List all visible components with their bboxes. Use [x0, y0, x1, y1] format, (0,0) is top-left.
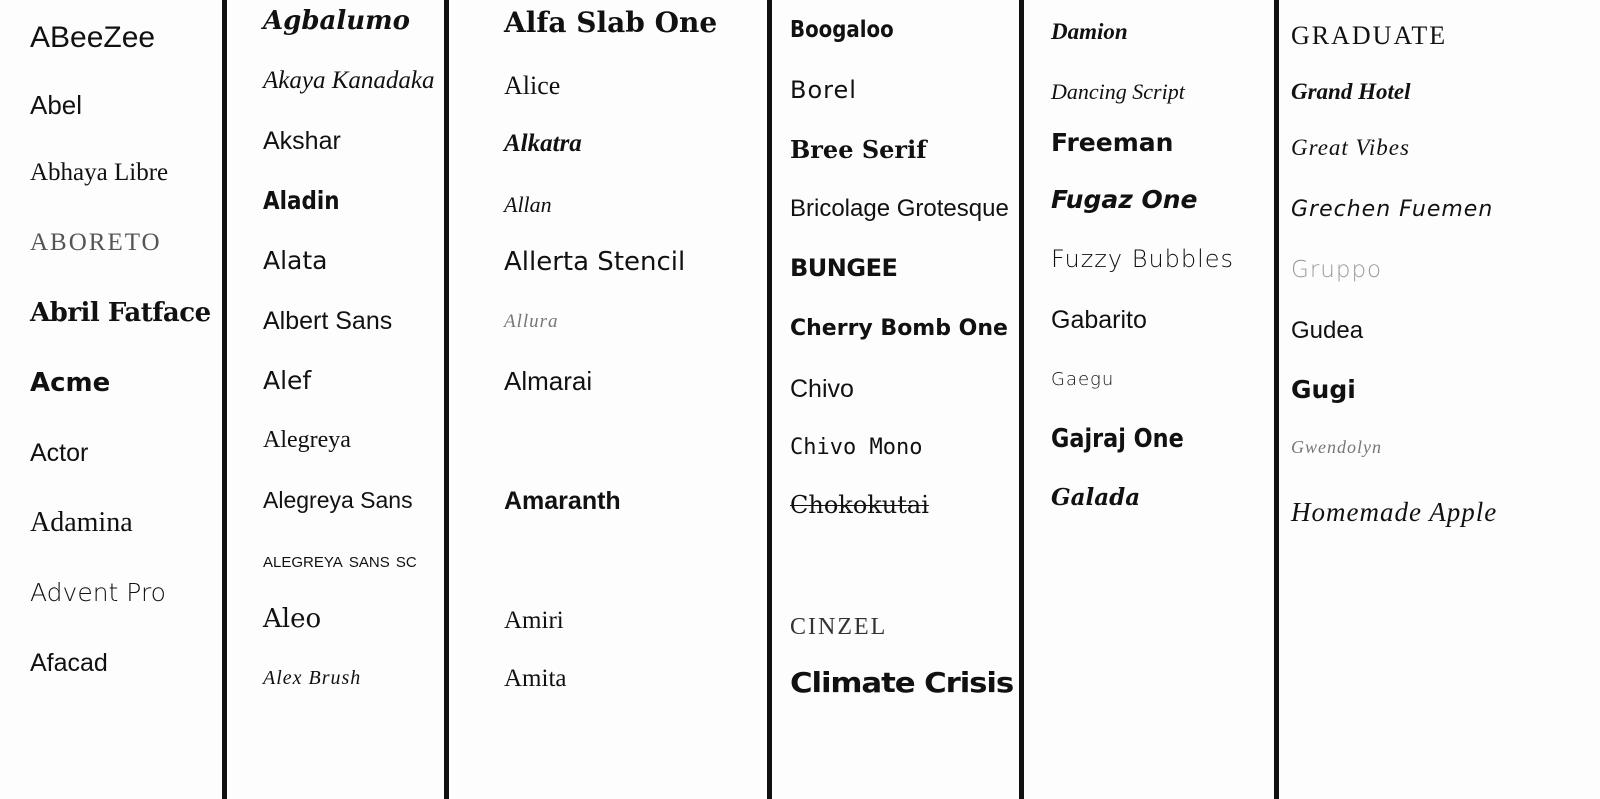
font-sample-amiri: Amiri [504, 607, 564, 634]
font-sample-advent-pro: Advent Pro [30, 578, 166, 607]
font-sample-gwendolyn: Gwendolyn [1291, 437, 1382, 457]
font-sample-abeezee: ABeeZee [30, 21, 156, 54]
font-sample-akshar: Akshar [263, 127, 341, 155]
font-sample-aladin: Aladin [263, 186, 340, 215]
font-sample-abril-fatface: Abril Fatface [30, 298, 211, 328]
font-sample-great-vibes: Great Vibes [1291, 135, 1410, 160]
font-sample-afacad: Afacad [30, 649, 108, 677]
font-sample-grechen-fuemen: Grechen Fuemen [1291, 197, 1494, 222]
font-sample-galada: Galada [1051, 484, 1141, 511]
font-sample-freeman: Freeman [1051, 128, 1174, 157]
font-sample-alef: Alef [263, 366, 312, 395]
font-sample-fugaz-one: Fugaz One [1051, 185, 1198, 214]
font-column-1 [0, 0, 222, 799]
font-sample-cherry-bomb-one: Cherry Bomb One [790, 316, 1008, 341]
font-sample-alegreya-sans-sc: alegreya sans sc [263, 547, 417, 572]
font-column-4 [767, 0, 1019, 799]
font-sample-boogaloo: Boogaloo [790, 17, 894, 43]
font-sample-gaegu: Gaegu [1051, 369, 1115, 390]
font-sample-cinzel: CINZEL [790, 614, 888, 640]
font-sample-gudea: Gudea [1291, 317, 1364, 344]
font-sample-chivo: Chivo [790, 375, 854, 403]
font-sample-bricolage-grotesque: Bricolage Grotesque [790, 195, 1009, 222]
font-sample-bungee: BUNGEE [790, 254, 898, 282]
font-sample-allura: Allura [504, 311, 559, 332]
font-sample-aleo: Aleo [263, 604, 322, 634]
font-sample-gruppo: Gruppo [1291, 257, 1383, 283]
font-sample-grand-hotel: Grand Hotel [1291, 79, 1411, 104]
font-sample-allan: Allan [504, 192, 552, 217]
font-sample-graduate: GRADUATE [1291, 21, 1448, 50]
font-column-6 [1274, 0, 1600, 799]
font-sample-acme: Acme [30, 368, 111, 398]
font-sample-alice: Alice [504, 71, 561, 100]
font-column-5 [1019, 0, 1274, 799]
font-sample-akaya-kanadaka: Akaya Kanadaka [263, 67, 435, 94]
font-sample-alex-brush: Alex Brush [263, 667, 362, 689]
font-sample-dancing-script: Dancing Script [1051, 79, 1185, 104]
font-column-2 [222, 0, 444, 799]
font-sample-gajraj-one: Gajraj One [1051, 424, 1184, 454]
font-sample-fuzzy-bubbles: Fuzzy Bubbles [1051, 245, 1235, 273]
font-sample-amita: Amita [504, 665, 567, 692]
font-sample-abhaya-libre: Abhaya Libre [30, 159, 169, 186]
font-sample-homemade-apple: Homemade Apple [1291, 497, 1498, 527]
font-sample-gugi: Gugi [1291, 375, 1356, 404]
font-sample-allerta-stencil: Allerta Stencil [504, 247, 686, 277]
font-sample-alfa-slab-one: Alfa Slab One [504, 6, 718, 39]
font-sample-climate-crisis: Climate Crisis [790, 666, 1014, 699]
font-sample-damion: Damion [1051, 19, 1128, 44]
font-sample-agbalumo: Agbalumo [263, 6, 411, 36]
font-sample-chokokutai: Chokokutai [790, 491, 929, 519]
font-sample-almarai: Almarai [504, 366, 593, 396]
font-sample-bree-serif: Bree Serif [790, 135, 927, 164]
font-sample-abel: Abel [30, 90, 83, 120]
font-sample-chivo-mono: Chivo Mono [790, 435, 923, 460]
font-sample-borel: Borel [790, 76, 857, 104]
font-sample-adamina: Adamina [30, 507, 133, 538]
font-sample-alegreya: Alegreya [263, 427, 351, 453]
font-sample-alata: Alata [263, 246, 328, 275]
font-sample-gabarito: Gabarito [1051, 306, 1147, 334]
font-sample-alkatra: Alkatra [504, 130, 582, 157]
font-sample-albert-sans: Albert Sans [263, 307, 393, 335]
font-sample-aboreto: ABORETO [30, 229, 162, 256]
font-column-3 [444, 0, 767, 799]
font-sample-amaranth: Amaranth [504, 487, 621, 515]
font-sample-actor: Actor [30, 439, 89, 467]
font-sample-alegreya-sans: Alegreya Sans [263, 487, 413, 513]
